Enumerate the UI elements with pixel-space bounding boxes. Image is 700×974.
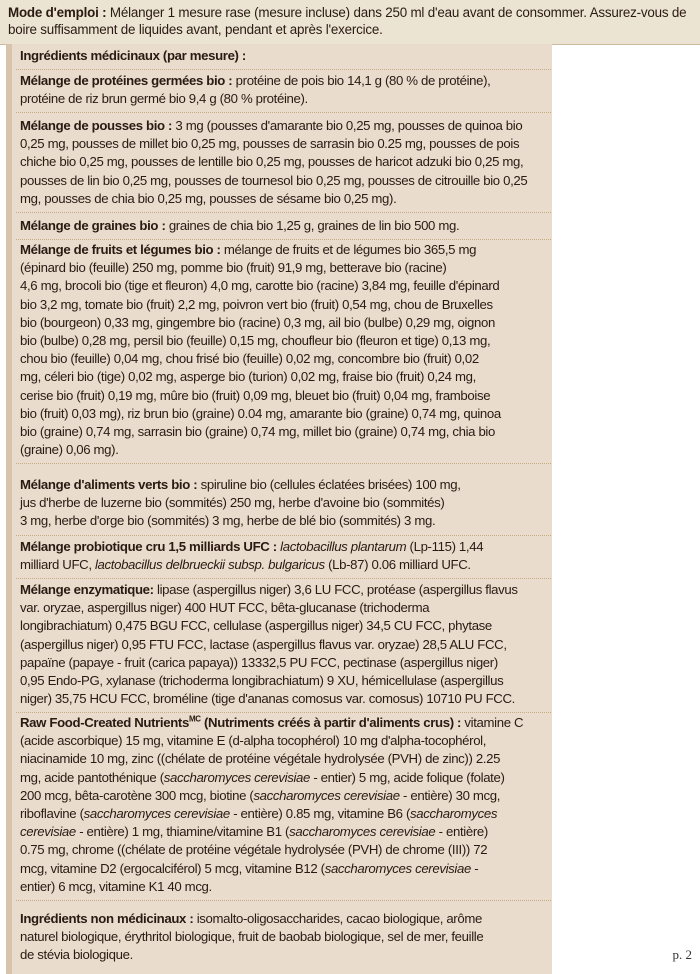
directions-text: [8, 4, 692, 38]
section-label: Mélange probiotique cru 1,5 milliards UFC :: [20, 539, 277, 554]
section-label: Mélange d'aliments verts bio :: [20, 477, 198, 492]
section-raw-food-nutrients: Raw Food-Created Nutrients$^{MC}$ (Nutriments créés à partir d'aliments crus) : vitamine C (acide ascorbique) 15 mg, vitamine E (d-alpha tocophérol) 10 mg d'alpha-tocophérol, niacinamide 10 mg, zinc ((chélate de protéine végétale hydrolysée (PVH) de zinc)) 2.25 mg, acide pantothénique (saccharomyces cerevisiae - entier) 5 mg, acide folique (folate) 200 mcg, bêta-carotène 300 mcg, biotine (saccharomyces cerevisiae - entière) 30 mcg, riboflavine (saccharomyces cerevisiae - entière) 0.85 mg, vitamine B6 (saccharomyces cerevisiae - entière) 1 mg, thiamine/vitamine B1 (saccharomyces cerevisiae - entière) 0.75 mg, chrome ((chélate de protéine végétale hydrolysée (PVH) de chrome (III)) 72 mcg, vitamine D2 (ergocalciférol) 5 mcg, vitamine B12 (saccharomyces cerevisiae - entier) 6 mcg, vitamine K1 40 mcg.: [20, 714, 545, 896]
section-label: Raw Food-Created Nutrients$^{MC}$ (Nutriments créés à partir d'aliments crus) :: [20, 714, 462, 730]
section-sprouts: Mélange de pousses bio : 3 mg (pousses d'amarante bio 0,25 mg, pousses de quinoa bio 0,25 mg, pousses de millet bio 0,25 mg, pousses de sarrasin bio 0.25 mg, pousses de pois chiche bio 0,25 mg, pousses de lentille bio 0,25 mg, pousses de haricot adzuki bio 0,25 mg, pousses de lin bio 0,25 mg, pousses de tournesol bio 0,25 mg, pousses de citrouille bio 0,25 mg, pousses de chia bio 0,25 mg, pousses de sésame bio 0,25 mg).: [20, 117, 545, 208]
section-non-medicinal: Ingrédients non médicinaux : isomalto-oligosaccharides, cacao biologique, arôme naturel biologique, érythritol biologique, fruit de baobab biologique, sel de mer, feuille de stévia biologique.: [20, 911, 484, 963]
section-fruits-vegetables: Mélange de fruits et légumes bio : mélange de fruits et de légumes bio 365,5 mg (épinard bio (feuille) 250 mg, pomme bio (fruit) 91,9 mg, betterave bio (racine) 4,6 mg, brocoli bio (tige et fleuron) 4,0 mg, carotte bio (racine) 3,84 mg, feuille d'épinard bio 3,2 mg, tomate bio (fruit) 2,2 mg, poivron vert bio (fruit) 0,54 mg, chou de Bruxelles bio (bourgeon) 0,33 mg, gingembre bio (racine) 0,3 mg, ail bio (bulbe) 0,29 mg, oignon bio (bulbe) 0,28 mg, persil bio (feuille) 0,15 mg, choufleur bio (fleuron et tige) 0,13 mg, chou bio (feuille) 0,04 mg, chou frisé bio (feuille) 0,02 mg, concombre bio (fruit) 0,02 mg, céleri bio (tige) 0,02 mg, asperge bio (turion) 0,02 mg, fraise bio (fruit) 0,24 mg, cerise bio (fruit) 0,19 mg, mûre bio (fruit) 0,09 mg, bleuet bio (fruit) 0,04 mg, framboise bio (fruit) 0,03 mg), riz brun bio (graine) 0.04 mg, amarante bio (graine) 0,74 mg, quinoa bio (graine) 0,74 mg, sarrasin bio (graine) 0,74 mg, millet bio (graine) 0,74 mg, chia bio (graine) 0,06 mg).: [20, 241, 545, 459]
section-proteins: Mélange de protéines germées bio : protéine de pois bio 14,1 g (80 % de protéine), protéine de riz brun germé bio 9,4 g (80 % protéine).: [20, 72, 545, 108]
directions-body: Mélanger 1 mesure rase (mesure incluse) dans 250 ml d'eau avant de consommer. Assurez-vous de boire suffisamment de liquides avant, pendant et après l'exercice.: [8, 5, 687, 37]
page-number: p. 2: [672, 947, 692, 962]
section-greens: Mélange d'aliments verts bio : spiruline bio (cellules éclatées brisées) 100 mg, jus d'herbe de luzerne bio (sommités) 250 mg, herbe d'avoine bio (sommités) 3 mg, herbe d'orge bio (sommités) 3 mg, herbe de blé bio (sommités) 3 mg.: [20, 476, 545, 531]
section-label: Mélange enzymatique:: [20, 582, 154, 597]
section-label: Mélange de protéines germées bio :: [20, 73, 233, 88]
medicinal-ingredients-title-block: [20, 47, 545, 65]
medicinal-ingredients-title: Ingrédients médicinaux (par mesure) :: [20, 48, 246, 63]
directions-label: Mode d'emploi :: [8, 5, 107, 20]
section-label: Mélange de graines bio :: [20, 218, 166, 233]
section-probiotic: Mélange probiotique cru 1,5 milliards UFC : lactobacillus plantarum (Lp-115) 1,44 milliard UFC, lactobacillus delbrueckii subsp. bulgaricus (Lb-87) 0.06 milliard UFC.: [20, 538, 545, 574]
section-label: Mélange de pousses bio :: [20, 118, 173, 133]
section-label: Mélange de fruits et légumes bio :: [20, 242, 221, 257]
directions-header: [0, 0, 700, 45]
section-seeds: Mélange de graines bio : graines de chia bio 1,25 g, graines de lin bio 500 mg.: [20, 217, 545, 235]
section-label: Ingrédients non médicinaux :: [20, 911, 194, 926]
section-enzymes: Mélange enzymatique: lipase (aspergillus niger) 3,6 LU FCC, protéase (aspergillus flavus var. oryzae, aspergillus niger) 400 HUT FCC, bêta-glucanase (trichoderma longibrachiatum) 0,475 BGU FCC, cellulase (aspergillus niger) 34,5 CU FCC, phytase (aspergillus niger) 0,95 FTU FCC, lactase (aspergillus flavus var. oryzae) 28,5 ALU FCC, papaïne (papaye - fruit (carica papaya)) 13332,5 PU FCC, pectinase (aspergillus niger) 0,95 Endo-PG, xylanase (trichoderma longibrachiatum) 9 XU, hémicellulase (aspergillus niger) 35,75 HCU FCC, broméline (tige d'ananas comosus var. comosus) 10710 PU FCC.: [20, 581, 545, 708]
